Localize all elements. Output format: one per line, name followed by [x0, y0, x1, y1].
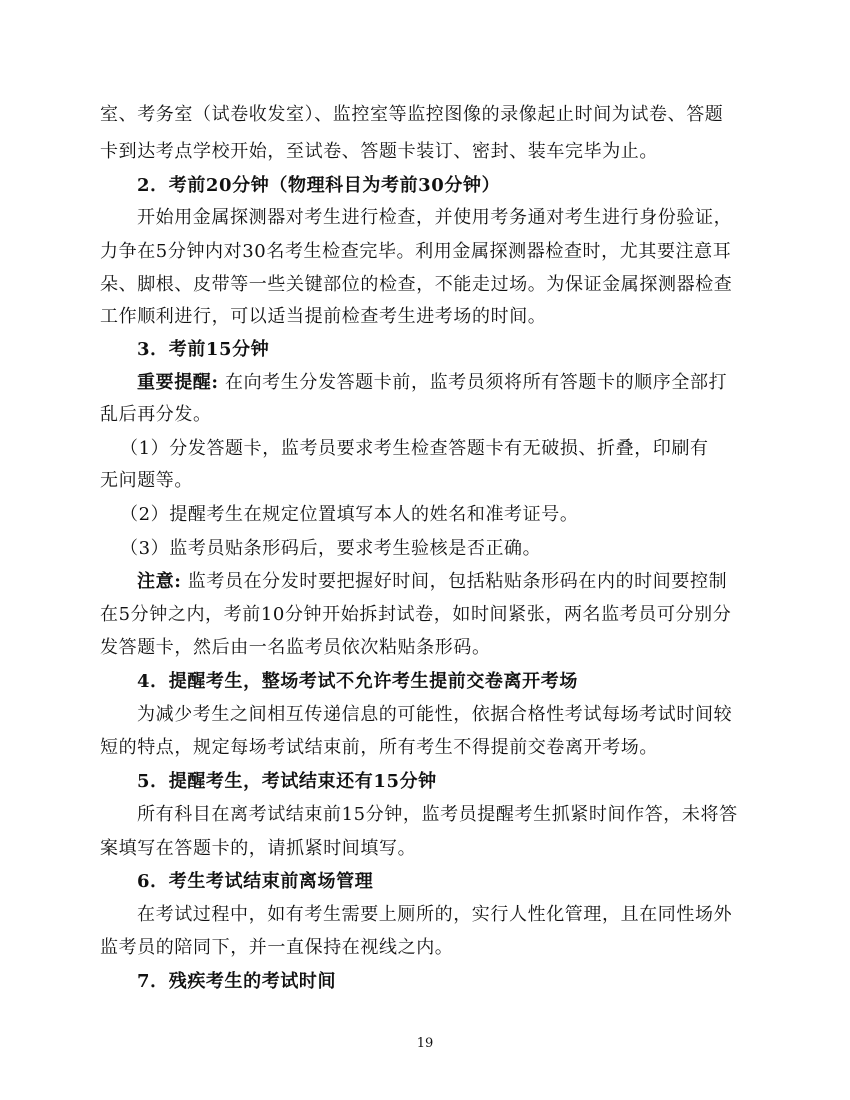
- paragraph-line: 监考员的陪同下，并一直保持在视线之内。: [100, 937, 454, 958]
- paragraph-line: 发答题卡，然后由一名监考员依次粘贴条形码。: [100, 637, 491, 658]
- paragraph-line: 卡到达考点学校开始，至试卷、答题卡装订、密封、装车完毕为止。: [100, 141, 658, 162]
- important-reminder-label: 重要提醒:: [137, 372, 219, 393]
- note-label: 注意:: [137, 571, 182, 592]
- important-reminder-line: [137, 371, 727, 395]
- paragraph-line: 朵、脚根、皮带等一些关键部位的检查，不能走过场。为保证金属探测器检查: [100, 274, 733, 295]
- paragraph-line: 工作顺利进行，可以适当提前检查考生进考场的时间。: [100, 306, 547, 327]
- note-line: [137, 570, 727, 594]
- section-heading: 3．考前15分钟: [137, 339, 270, 360]
- section-heading: 6．考生考试结束前离场管理: [137, 871, 374, 892]
- paragraph-line: 无问题等。: [100, 470, 193, 491]
- section-heading: 7．残疾考生的考试时间: [137, 971, 337, 992]
- paragraph-line: 案填写在答题卡的，请抓紧时间填写。: [100, 838, 417, 859]
- paragraph-line: 为减少考生之间相互传递信息的可能性，依据合格性考试每场考试时间较: [137, 704, 733, 725]
- list-item: （1）分发答题卡，监考员要求考生检查答题卡有无破损、折叠，印刷有: [120, 438, 709, 459]
- section-heading: 5．提醒考生，考试结束还有15分钟: [137, 771, 437, 792]
- list-item: （2）提醒考生在规定位置填写本人的姓名和准考证号。: [120, 504, 579, 525]
- note-text: 监考员在分发时要把握好时间，包括粘贴条形码在内的时间要控制: [181, 571, 728, 592]
- paragraph-line: 在5分钟之内，考前10分钟开始拆封试卷，如时间紧张，两名监考员可分别分: [100, 604, 732, 625]
- paragraph-line: 短的特点，规定每场考试结束前，所有考生不得提前交卷离开考场。: [100, 737, 658, 758]
- paragraph-line: 开始用金属探测器对考生进行检查，并使用考务通对考生进行身份验证，: [137, 207, 733, 228]
- paragraph-line: 力争在5分钟内对30名考生检查完毕。利用金属探测器检查时，尤其要注意耳: [100, 241, 732, 262]
- section-heading: 2．考前20分钟（物理科目为考前30分钟）: [137, 175, 501, 196]
- paragraph-line: 乱后再分发。: [100, 404, 212, 425]
- paragraph-line: 室、考务室（试卷收发室）、监控室等监控图像的录像起止时间为试卷、答题: [100, 104, 724, 125]
- important-reminder-text: 在向考生分发答题卡前，监考员须将所有答题卡的顺序全部打: [218, 372, 728, 393]
- paragraph-line: 所有科目在离考试结束前15分钟，监考员提醒考生抓紧时间作答，未将答: [137, 804, 738, 825]
- section-heading: 4．提醒考生，整场考试不允许考生提前交卷离开考场: [137, 671, 578, 692]
- page-number: 19: [416, 1036, 434, 1051]
- list-item: （3）监考员贴条形码后，要求考生验核是否正确。: [120, 538, 542, 559]
- paragraph-line: 在考试过程中，如有考生需要上厕所的，实行人性化管理，且在同性场外: [137, 904, 733, 925]
